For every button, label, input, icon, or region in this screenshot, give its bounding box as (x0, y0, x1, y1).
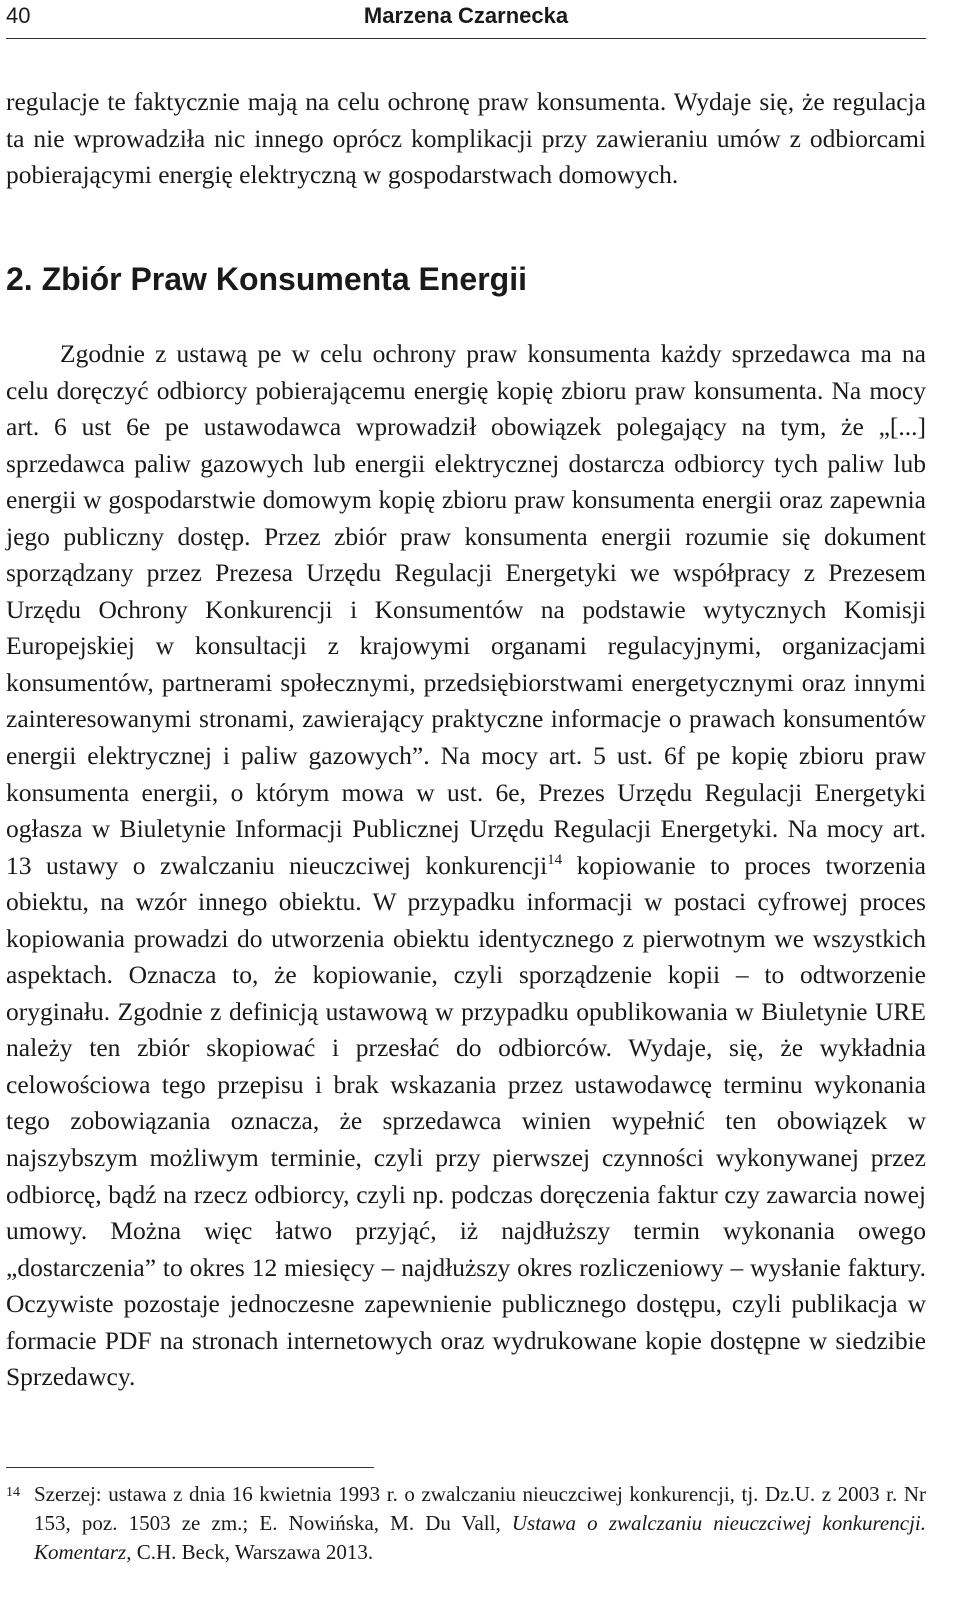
intro-text (6, 84, 926, 194)
page-header (6, 2, 926, 32)
footnote-text (34, 1480, 926, 1567)
section-heading: 2. Zbiór Praw Konsumenta Energii (6, 261, 527, 297)
main-text (6, 336, 926, 1396)
footnote-title: Ustawa o zwalczaniu nieuczciwej konkurencji. Komentarz (34, 1511, 926, 1564)
main-paragraph-part2: kopiowanie to proces tworzenia obiektu, na wzór innego obiektu. W przypadku informacji w postaci cyfrowej proces kopiowania prowadzi do utworzenia obiektu identycznego z pierwotnym we wszystkich aspektach. Oznacza to, że kopiowanie, czyli sporządzenie kopii – to odtworzenie oryginału. Zgodnie z definicją ustawową w przypadku opublikowania w Biuletynie URE należy ten zbiór skopiować i przesłać do odbiorców. Wydaje, się, że wykładnia celowościowa tego przepisu i brak wskazania przez ustawodawcę terminu wykonania tego zobowiązania oznacza, że sprzedawca winien wypełnić ten obowiązek w najszybszym możliwym terminie, czyli przy pierwszej czynności wykonywanej przez odbiorcę, bądź na rzecz odbiorcy, czyli np. podczas doręczenia faktur czy zawarcia nowej umowy. Można więc łatwo przyjąć, iż najdłuższy termin wykonania owego „dostarczenia” to okres 12 miesięcy – najdłuższy okres rozliczeniowy – wysłanie faktury. Oczywiste pozostaje jednoczesne zapewnienie publicznego dostępu, czyli publikacja w formacie PDF na stronach internetowych oraz wydrukowane kopie dostępne w siedzibie Sprzedawcy. (6, 850, 926, 1392)
intro-paragraph: regulacje te faktycznie mają na celu ochronę praw konsumenta. Wydaje się, że regulacja ta nie wprowadziła nic innego oprócz komplikacji przy zawieraniu umów z odbiorcami pobierającymi energię elektryczną w gospodarstwach domowych. (6, 87, 926, 190)
footnote (6, 1480, 926, 1567)
running-head-author: Marzena Czarnecka (363, 3, 569, 28)
header-rule (6, 38, 926, 39)
main-paragraph (6, 336, 926, 1396)
footnote-number: 14 (6, 1485, 20, 1500)
footnote-reference[interactable]: 14 (547, 851, 563, 868)
footnote-text-b: , C.H. Beck, Warszawa 2013. (126, 1540, 374, 1564)
page-number: 40 (6, 3, 31, 28)
main-paragraph-part1: Zgodnie z ustawą pe w celu ochrony praw konsumenta każdy sprzedawca ma na celu doręczyć odbiorcy pobierającemu energię kopię zbioru praw konsumenta. Na mocy art. 6 ust 6e pe ustawodawca wprowadził obowiązek polegający na tym, że „[...] sprzedawca paliw gazowych lub energii elektrycznej dostarcza odbiorcy tych paliw lub energii w gospodarstwie domowym kopię zbioru praw konsumenta energii oraz zapewnia jego publiczny dostęp. Przez zbiór praw konsumenta energii rozumie się dokument sporządzany przez Prezesa Urzędu Regulacji Energetyki we współpracy z Prezesem Urzędu Ochrony Konkurencji i Konsumentów na podstawie wytycznych Komisji Europejskiej w konsultacji z krajowymi organami regulacyjnymi, organizacjami konsumentów, partnerami społecznymi, przedsiębiorstwami energetycznymi oraz innymi zainteresowanymi stronami, zawierający praktyczne informacje o prawach konsumentów energii elektrycznej i paliw gazowych”. Na mocy art. 5 ust. 6f pe kopię zbioru praw konsumenta energii, o którym mowa w ust. 6e, Prezes Urzędu Regulacji Energetyki ogłasza w Biuletynie Informacji Publicznej Urzędu Regulacji Energetyki. Na mocy art. 13 ustawy o zwalczaniu nieuczciwej konkurencji (6, 339, 926, 880)
footnote-rule (6, 1467, 374, 1468)
footnote-text-a: Szerzej: ustawa z dnia 16 kwietnia 1993 r. o zwalczaniu nieuczciwej konkurencji, tj. Dz.U. z 2003 r. Nr 153, poz. 1503 ze zm.; E. Nowińska, M. Du Vall, (34, 1482, 926, 1535)
